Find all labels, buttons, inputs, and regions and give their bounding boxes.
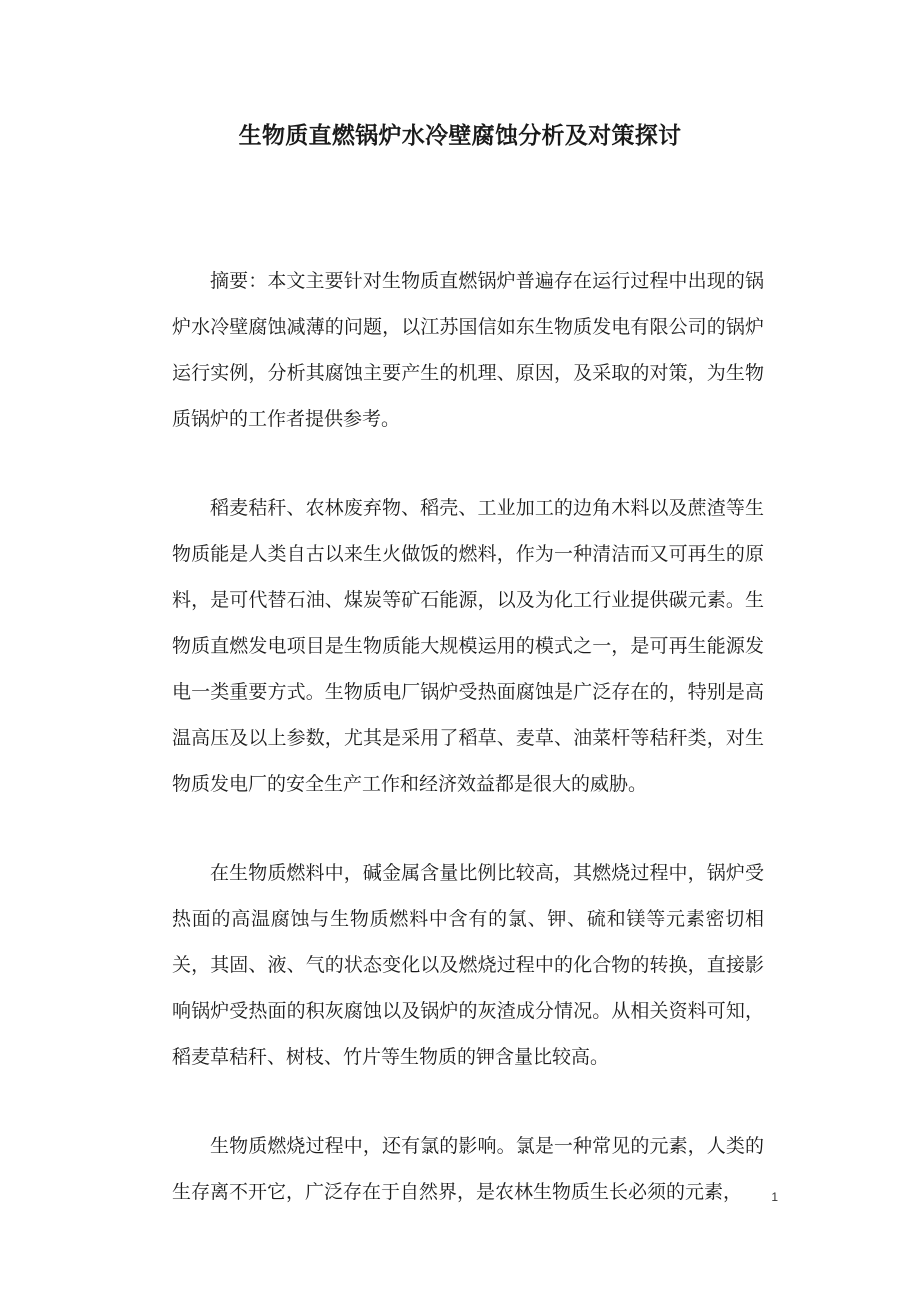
page-number: 1 [771, 1190, 778, 1204]
document-title: 生物质直燃锅炉水冷壁腐蚀分析及对策探讨 [238, 123, 682, 149]
body-paragraph: 在生物质燃料中，碱金属含量比例比较高，其燃烧过程中，锅炉受热面的高温腐蚀与生物质燃料中含有的氯、钾、硫和镁等元素密切相关，其固、液、气的状态变化以及燃烧过程中的化合物的转换，直接影响锅炉受热面的积灰腐蚀以及锅炉的灰渣成分情况。从相关资料可知，稻麦草秸秆、树枝、竹片等生物质的钾含量比较高。 [172, 862, 764, 1068]
abstract-paragraph: 摘要：本文主要针对生物质直燃锅炉普遍存在运行过程中出现的锅炉水冷壁腐蚀减薄的问题，以江苏国信如东生物质发电有限公司的锅炉运行实例，分析其腐蚀主要产生的机理、原因，及采取的对策，为生物质锅炉的工作者提供参考。 [172, 270, 764, 430]
body-paragraph: 稻麦秸秆、农林废弃物、稻壳、工业加工的边角木料以及蔗渣等生物质能是人类自古以来生火做饭的燃料，作为一种清洁而又可再生的原料，是可代替石油、煤炭等矿石能源，以及为化工行业提供碳元素。生物质直燃发电项目是生物质能大规模运用的模式之一，是可再生能源发电一类重要方式。生物质电厂锅炉受热面腐蚀是广泛存在的，特别是高温高压及以上参数，尤其是采用了稻草、麦草、油菜杆等秸秆类，对生物质发电厂的安全生产工作和经济效益都是很大的威胁。 [172, 497, 764, 795]
body-paragraph: 生物质燃烧过程中，还有氯的影响。氯是一种常见的元素，人类的生存离不开它，广泛存在于自然界，是农林生物质生长必须的元素， [172, 1135, 764, 1203]
document-body [172, 258, 764, 1258]
